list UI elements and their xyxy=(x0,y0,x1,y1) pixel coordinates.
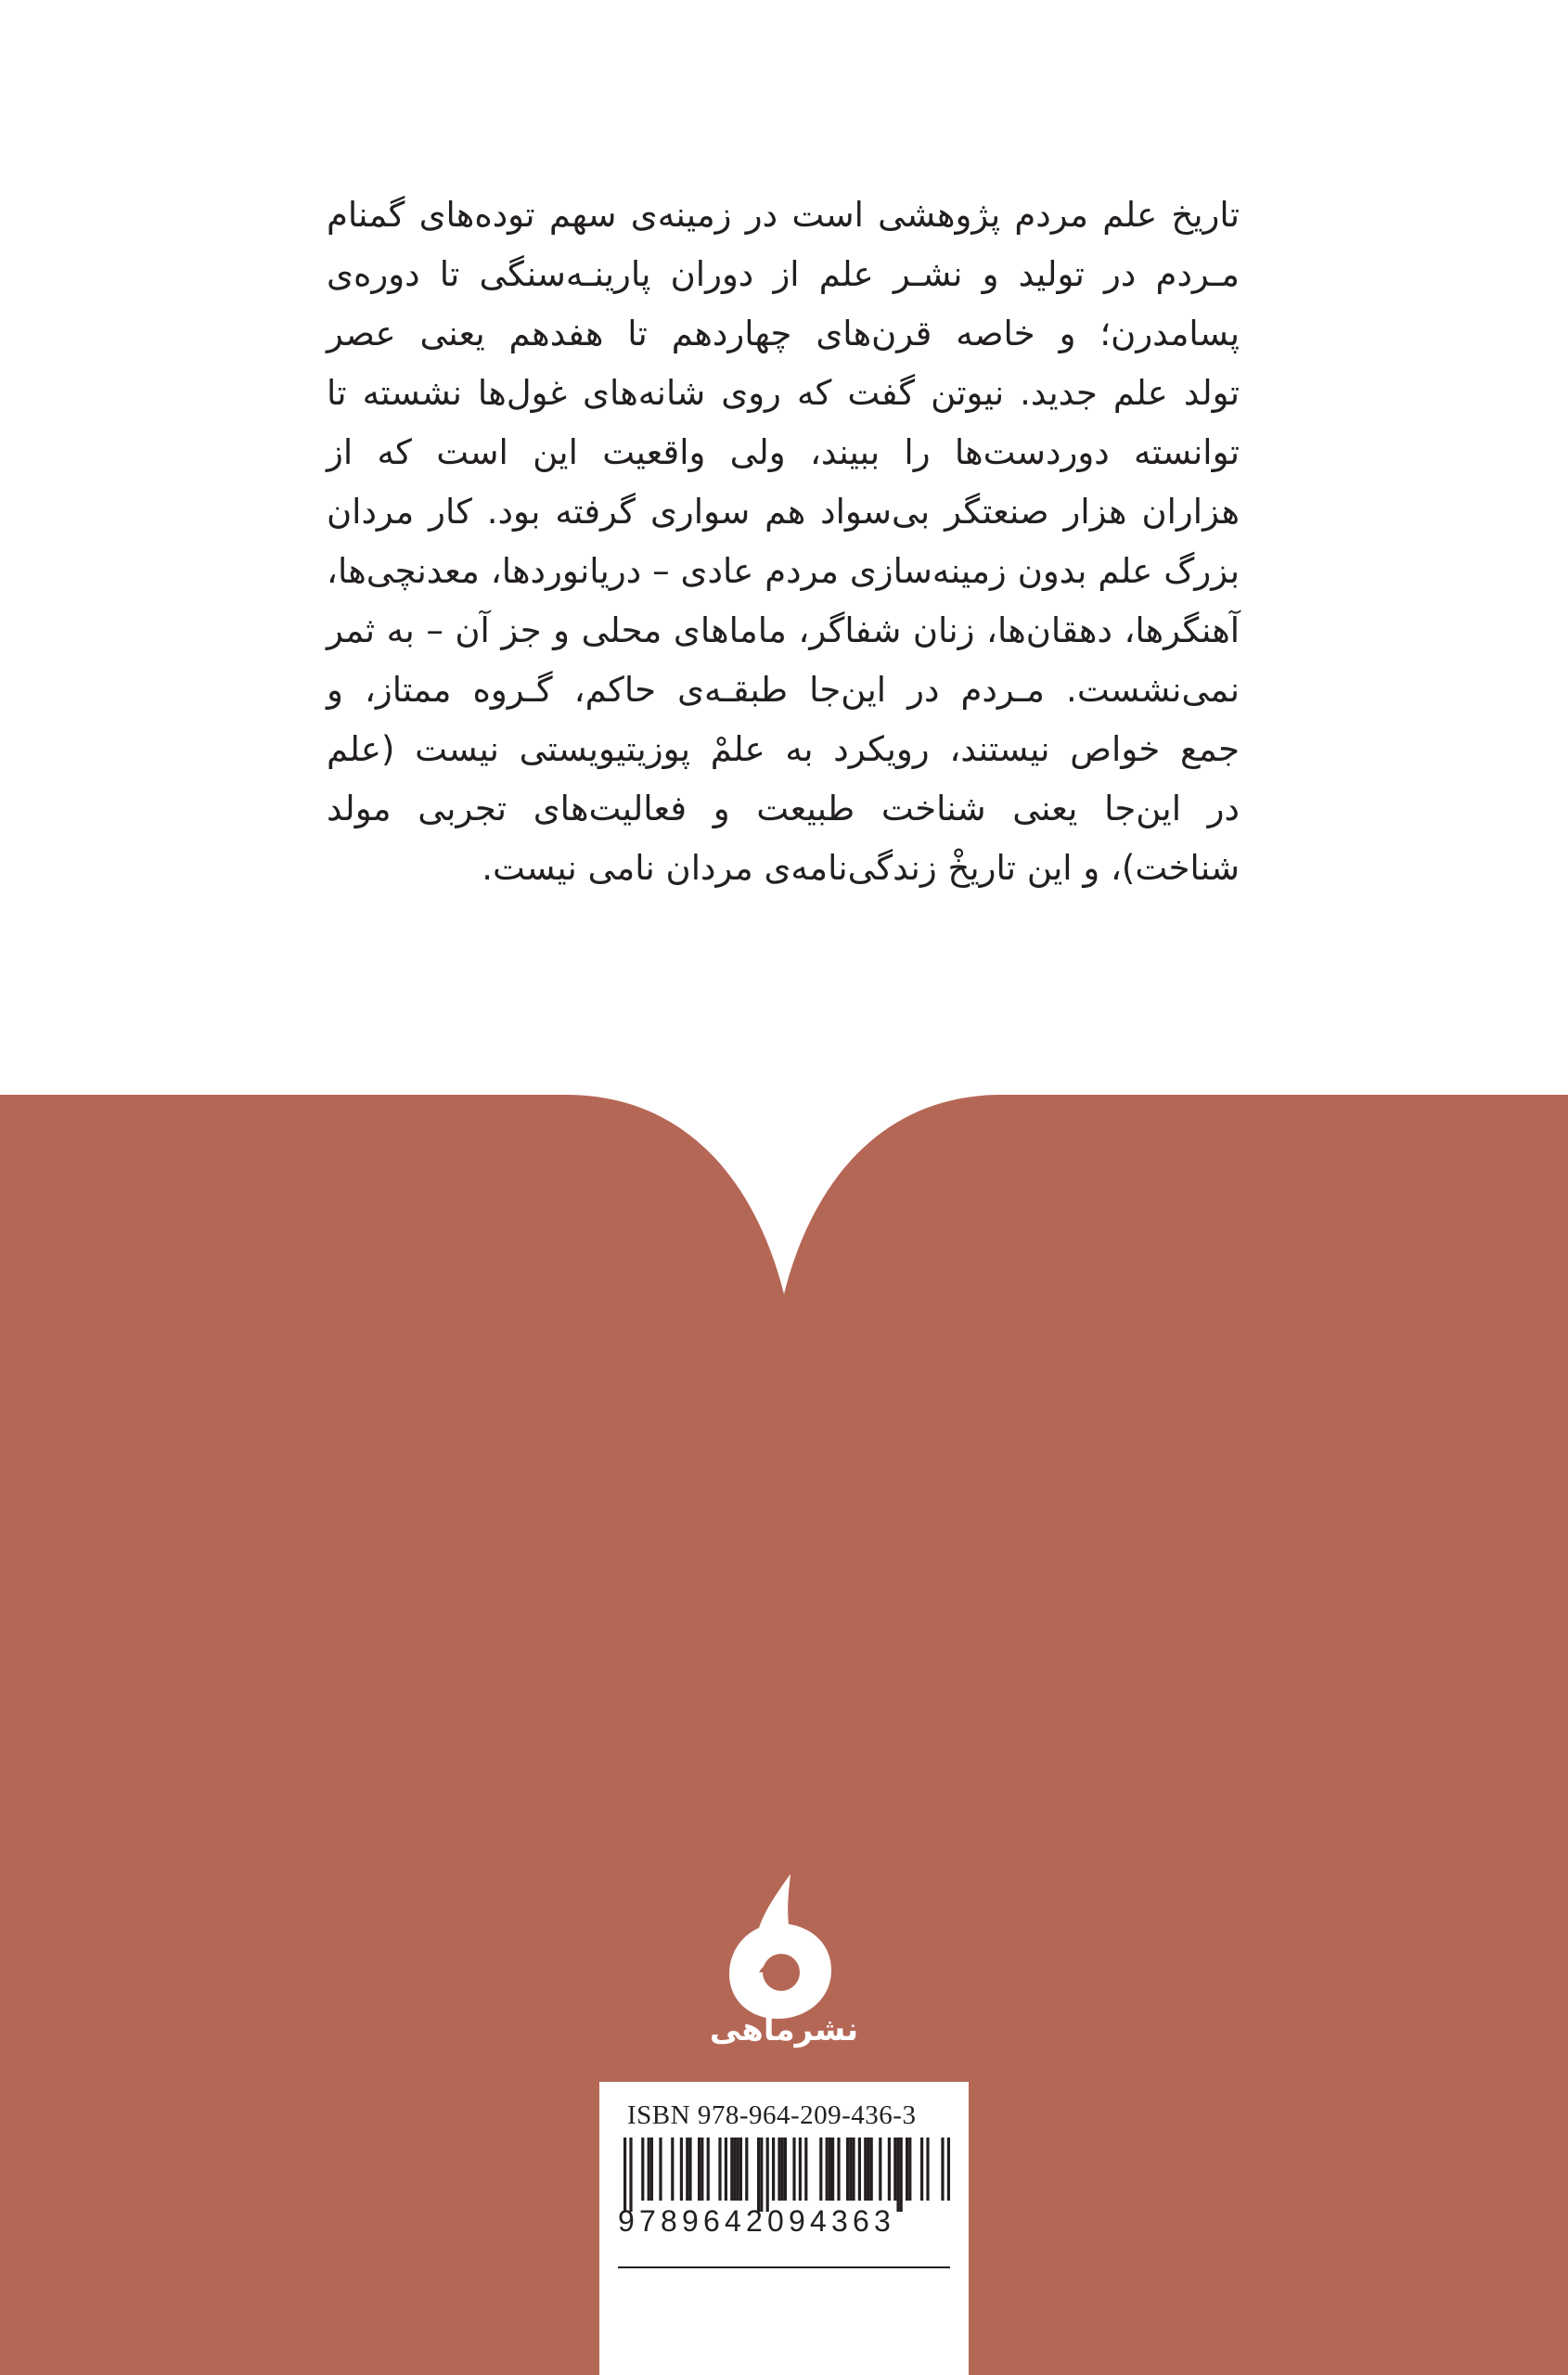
blurb-line: آهنگرها، دهقان‌ها، زنان شفاگر، ماماهای محلی و جز آن – به ثمر xyxy=(327,610,1240,650)
blurb-line: در این‌جا یعنی شناخت طبیعت و فعالیت‌های تجربی مولد xyxy=(327,789,1240,828)
blurb-line: توانسته دوردست‌ها را ببیند، ولی واقعیت این است که از xyxy=(327,432,1240,472)
publisher-name: نشرماهی xyxy=(709,2011,859,2048)
blurb-line: هزاران هزار صنعتگر بی‌سواد هم سواری گرفته بود. کار مردان xyxy=(327,492,1240,532)
isbn-number: ISBN 978-964-209-436-3 xyxy=(627,2100,917,2130)
blurb-line: شناخت)، و این تاریخْ زندگی‌نامه‌ی مردان نامی نیست. xyxy=(482,848,1240,888)
blurb-text xyxy=(327,186,1240,898)
blurb-line: جمع خواص نیستند، رویکرد به علمْ پوزیتیویستی نیست (علم xyxy=(327,729,1240,769)
barcode-label xyxy=(599,2082,969,2375)
blurb-line: تاریخ علم مردم پژوهشی است در زمینه‌ی سهم توده‌های گمنام xyxy=(327,195,1240,235)
barcode-digits: 9789642094363 xyxy=(618,2204,895,2238)
blurb-line: بزرگ علم بدون زمینه‌سازی مردم عادی – دریانوردها، معدنچی‌ها، xyxy=(327,551,1240,591)
blurb-line: مـردم در تولید و نشـر علم از دوران پارینـه‌سنگی تا دوره‌ی xyxy=(327,254,1240,294)
blurb-line: تولد علم جدید. نیوتن گفت که روی شانه‌های غول‌ها نشسته تا xyxy=(327,373,1240,413)
blurb-line: پسامدرن؛ و خاصه قرن‌های چهاردهم تا هفدهم یعنی عصر xyxy=(327,314,1240,353)
blurb-line: نمی‌نشست. مـردم در این‌جا طبقـه‌ی حاکم، گـروه ممتاز، و xyxy=(327,670,1240,710)
